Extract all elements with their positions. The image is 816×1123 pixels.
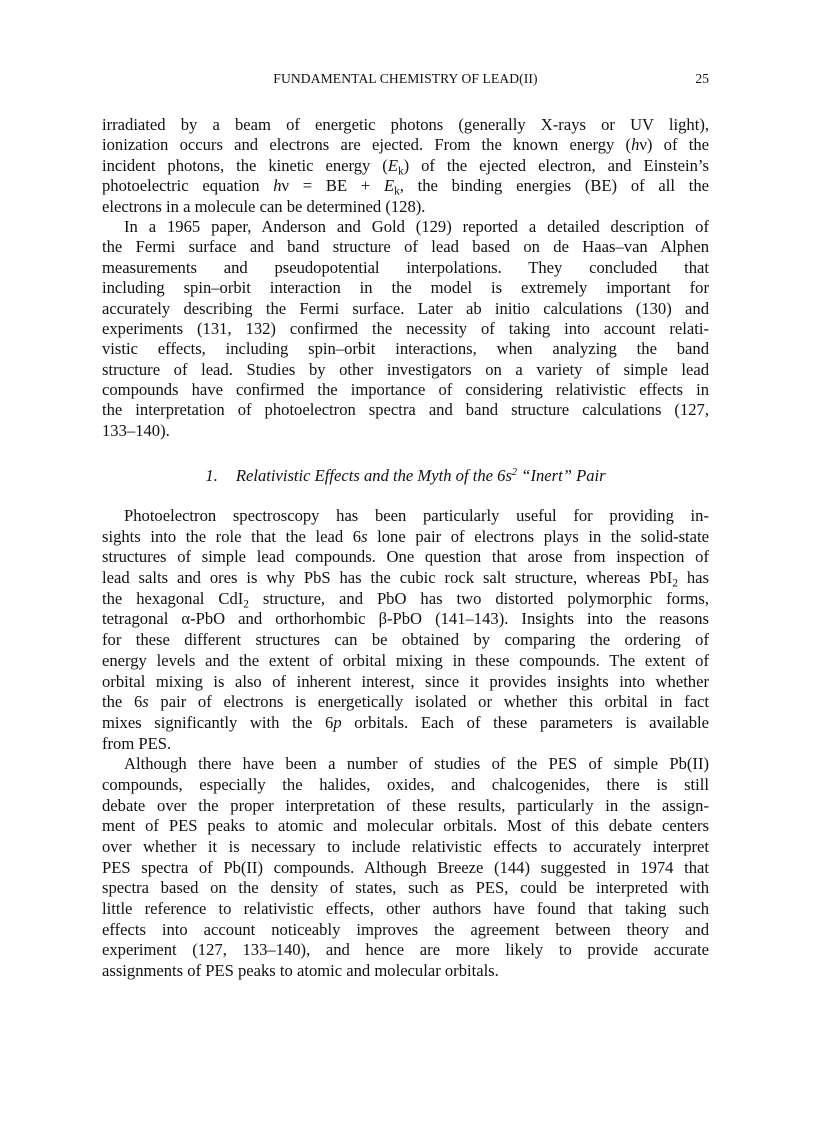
text-run: ment of PES peaks to atomic and molecular orbitals. Most of this debate centers bbox=[102, 816, 709, 836]
text-line bbox=[102, 630, 709, 651]
text-run: ionization occurs and electrons are ejected. From the known energy ( bbox=[102, 135, 632, 155]
body-text-block-1 bbox=[102, 115, 709, 441]
text-run: the hexagonal CdI bbox=[102, 588, 244, 608]
text-run: s bbox=[505, 466, 512, 485]
text-line bbox=[102, 837, 709, 858]
text-line bbox=[102, 421, 709, 441]
text-line bbox=[102, 547, 709, 568]
text-line bbox=[102, 176, 709, 196]
text-run: structures of simple lead compounds. One question that arose from inspection of bbox=[102, 547, 709, 567]
text-run: energy levels and the extent of orbital mixing in these compounds. The extent of bbox=[102, 650, 709, 670]
body-text-block-2 bbox=[102, 506, 709, 982]
text-line bbox=[102, 878, 709, 899]
text-run: the 6 bbox=[102, 692, 143, 712]
text-line bbox=[102, 339, 709, 359]
text-line bbox=[102, 319, 709, 339]
text-run: compounds have confirmed the importance of considering relativistic effects in bbox=[102, 380, 709, 400]
running-head bbox=[102, 71, 709, 89]
text-run: compounds, especially the halides, oxides, and chalcogenides, there is still bbox=[102, 774, 709, 794]
text-line bbox=[102, 940, 709, 961]
text-run: over whether it is necessary to include relativistic effects to accurately interpret bbox=[102, 837, 709, 856]
text-run: , the binding energies (BE) of all the bbox=[399, 176, 709, 196]
section-number: 1. bbox=[205, 466, 218, 485]
text-line bbox=[102, 651, 709, 672]
text-run: spectra based on the density of states, such as PES, could be interpreted with bbox=[102, 878, 709, 898]
text-line bbox=[102, 400, 709, 420]
text-run: 133–140). bbox=[102, 420, 170, 440]
text-line bbox=[102, 692, 709, 713]
text-run: for these different structures can be obtained by comparing the ordering of bbox=[102, 630, 709, 650]
text-run: little reference to relativistic effects, other authors have found that taking such bbox=[102, 899, 709, 919]
text-run: effects into account noticeably improves the agreement between theory and bbox=[102, 919, 709, 939]
text-line bbox=[102, 920, 709, 941]
text-line bbox=[102, 360, 709, 380]
subscript: 2 bbox=[672, 577, 678, 590]
text-line bbox=[102, 380, 709, 400]
text-run: vistic effects, including spin–orbit interactions, when analyzing the band bbox=[102, 339, 709, 359]
text-line bbox=[102, 775, 709, 796]
text-line bbox=[102, 796, 709, 817]
subscript: 2 bbox=[243, 598, 249, 611]
text-run: orbital mixing is also of inherent interest, since it provides insights into whether bbox=[102, 671, 709, 691]
text-line bbox=[102, 237, 709, 257]
text-line bbox=[102, 672, 709, 693]
italic-text: E bbox=[383, 176, 395, 196]
text-run: pair of electrons is energetically isolated or whether this orbital in fact bbox=[148, 692, 709, 712]
text-run: has bbox=[677, 568, 709, 588]
text-run: lone pair of electrons plays in the solid-state bbox=[367, 526, 709, 546]
text-run: orbitals. Each of these parameters is available bbox=[341, 712, 709, 732]
text-line bbox=[102, 197, 709, 217]
text-line bbox=[102, 589, 709, 610]
text-run: In a 1965 paper, Anderson and Gold (129) reported a detailed description of bbox=[124, 216, 709, 236]
text-line bbox=[102, 506, 709, 527]
text-run: tetragonal α-PbO and orthorhombic β-PbO (141–143). Insights into the reasons bbox=[102, 609, 709, 629]
text-run: from PES. bbox=[102, 733, 172, 753]
text-line bbox=[102, 754, 709, 775]
text-line bbox=[102, 899, 709, 920]
text-run: accurately describing the Fermi surface. Later ab initio calculations (130) and bbox=[102, 298, 709, 318]
text-line bbox=[102, 527, 709, 548]
subscript: k bbox=[394, 185, 400, 198]
text-run: including spin–orbit interaction in the model is extremely important for bbox=[102, 278, 709, 298]
text-run: debate over the proper interpretation of these results, particularly in the assign- bbox=[102, 795, 709, 815]
text-line bbox=[102, 258, 709, 278]
text-run: experiments (131, 132) confirmed the necessity of taking into account relati- bbox=[102, 318, 709, 338]
italic-text: p bbox=[333, 712, 342, 732]
text-line bbox=[102, 115, 709, 135]
text-line bbox=[102, 858, 709, 879]
text-run: sights into the role that the lead 6 bbox=[102, 526, 362, 546]
section-title bbox=[236, 466, 606, 485]
superscript: 2 bbox=[511, 466, 518, 478]
text-run: ν = BE + bbox=[281, 176, 384, 196]
text-line bbox=[102, 156, 709, 176]
text-line bbox=[102, 299, 709, 319]
italic-text: s bbox=[361, 526, 368, 546]
text-run: the Fermi surface and band structure of lead based on de Haas–van Alphen bbox=[102, 237, 709, 257]
italic-text: E bbox=[387, 155, 398, 175]
text-line bbox=[102, 568, 709, 589]
text-run: ) of the ejected electron, and Einstein’s bbox=[403, 155, 710, 175]
text-run: measurements and pseudopotential interpolations. They concluded that bbox=[102, 257, 709, 277]
subscript: k bbox=[397, 165, 404, 178]
text-run: electrons in a molecule can be determined (128). bbox=[102, 196, 426, 216]
text-run: Although there have been a number of studies of the PES of simple Pb(II) bbox=[124, 754, 709, 774]
text-line bbox=[102, 278, 709, 298]
text-line bbox=[102, 217, 709, 237]
text-line bbox=[102, 734, 709, 755]
text-run: mixes significantly with the 6 bbox=[102, 712, 334, 732]
text-run: Photoelectron spectroscopy has been particularly useful for providing in- bbox=[124, 506, 709, 525]
text-line bbox=[102, 961, 709, 982]
text-run: photoelectric equation bbox=[102, 176, 274, 196]
italic-text: h bbox=[631, 135, 640, 155]
text-line bbox=[102, 816, 709, 837]
text-run: ν) of the bbox=[639, 135, 709, 155]
section-heading bbox=[102, 466, 709, 486]
text-run: the interpretation of photoelectron spectra and band structure calculations (127, bbox=[102, 400, 709, 420]
text-run: experiment (127, 133–140), and hence are more likely to provide accurate bbox=[102, 940, 709, 960]
text-run: assignments of PES peaks to atomic and molecular orbitals. bbox=[102, 961, 499, 981]
text-run: structure, and PbO has two distorted polymorphic forms, bbox=[248, 588, 709, 608]
text-run: “Inert” Pair bbox=[517, 466, 606, 485]
text-run: irradiated by a beam of energetic photons (generally X-rays or UV light), bbox=[102, 115, 709, 134]
running-head-title: FUNDAMENTAL CHEMISTRY OF LEAD(II) bbox=[273, 71, 538, 86]
text-run: PES spectra of Pb(II) compounds. Although Breeze (144) suggested in 1974 that bbox=[102, 857, 709, 877]
page-number: 25 bbox=[695, 71, 709, 86]
text-run: structure of lead. Studies by other investigators on a variety of simple lead bbox=[102, 359, 709, 379]
italic-text: s bbox=[142, 692, 149, 712]
italic-text: h bbox=[273, 176, 282, 196]
text-run: incident photons, the kinetic energy ( bbox=[102, 155, 388, 175]
text-line bbox=[102, 609, 709, 630]
text-run: lead salts and ores is why PbS has the cubic rock salt structure, whereas PbI bbox=[102, 568, 673, 588]
text-line bbox=[102, 713, 709, 734]
text-line bbox=[102, 135, 709, 155]
text-run: Relativistic Effects and the Myth of the 6 bbox=[235, 466, 506, 485]
